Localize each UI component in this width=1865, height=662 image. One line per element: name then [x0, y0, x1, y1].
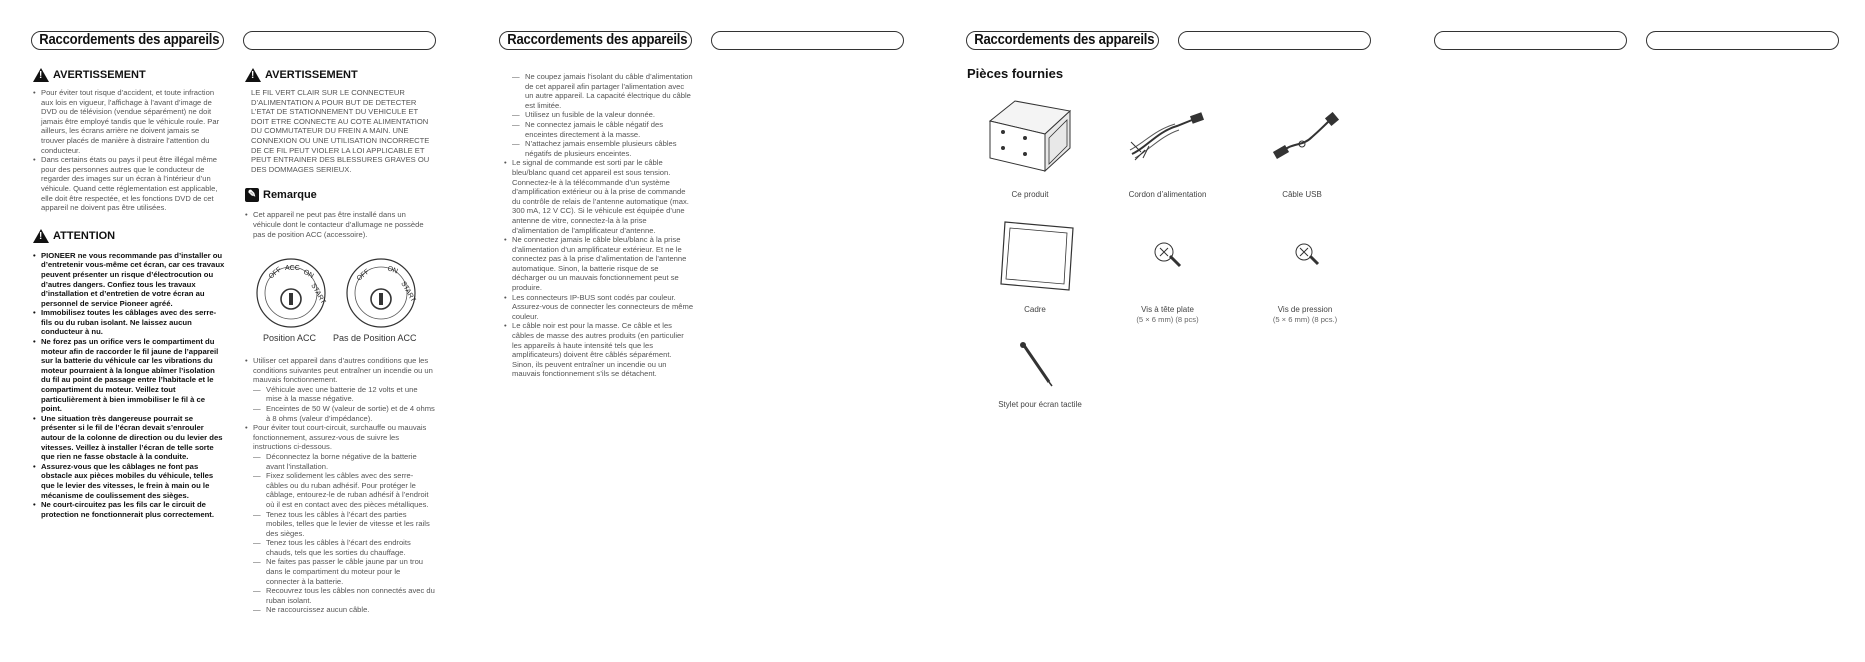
list-item: — Tenez tous les câbles à l’écart des parties mobiles, telles que le levier de vitesse et les rails des sièges.	[253, 510, 435, 539]
column-3	[504, 72, 694, 379]
list-item: — Ne coupez jamais l’isolant du câble d’alimentation de cet appareil afin partager l’alimentation avec un autre appareil. La capacité électrique du câble est limitée.	[512, 72, 694, 110]
list-item: • Ne forez pas un orifice vers le compartiment du moteur afin de raccorder le fil jaune de l’appareil sur la batterie du véhicule car les vibrations du moteur pourraient à la longue abîmer l’isolation du fil au point de passage entre l’habitacle et le compartiment du moteur. Veillez tout particulièrement à bien immobiliser le fil à ce point.	[33, 337, 225, 414]
product-image	[985, 96, 1075, 176]
list-item: — Fixez solidement les câbles avec des serre-câbles ou du ruban adhésif. Pour protéger le câblage, entourez-le de ruban adhésif à l’endroit où il est en contact avec des pièces métalliques.	[253, 471, 435, 509]
list-item: • Dans certains états ou pays il peut être illégal même pour des personnes autres que le conducteur de regarder des images sur un écran à l’intérieur d’un véhicule. Quand cette réglementation est applicable, elle doit être respectée, et les fonctions DVD de cet appareil ne doivent pas être utilisées.	[33, 155, 225, 213]
part-label: Cadre	[1024, 305, 1046, 314]
blank-header	[1434, 31, 1627, 50]
attention-list	[33, 251, 225, 520]
note-title: Remarque	[263, 189, 317, 202]
conditions-list	[245, 356, 435, 385]
list-item: • Le câble noir est pour la masse. Ce câble et les câbles de masse des autres produits (en particulier les appareils à haute intensité tels que les amplificateurs) doivent être câblés séparément. Sinon, ils peuvent entraîner un incendie ou un mauvais fonctionnement s’ils se détachent.	[504, 321, 694, 379]
label-start: START	[309, 282, 327, 306]
label-acc: ACC	[285, 265, 300, 272]
section-header-title: Raccordements des appareils	[507, 32, 688, 48]
warning-list	[33, 88, 225, 213]
list-item: • Le signal de commande est sorti par le câble bleu/blanc quand cet appareil est sous tension. Connectez-le à la télécommande d’un système d’amplification extérieur ou à la prise de commande du contrôle de relais de l’antenne automatique (max. 300 mA, 12 V CC). Si le véhicule est équipée d’une antenne de vitre, connectez-la à la prise d’alimentation de l’amplificateur d’antenne.	[504, 158, 694, 235]
part-spec: (5 × 6 mm) (8 pcs.)	[1272, 315, 1338, 324]
section-header-title: Raccordements des appareils	[39, 32, 220, 48]
part-label: Vis à tête plate	[1141, 305, 1194, 314]
attention-title: ATTENTION	[53, 229, 116, 242]
list-item: • Utiliser cet appareil dans d’autres conditions que les conditions suivantes peut entraîner un incendie ou un mauvais fonctionnement.	[245, 356, 435, 385]
warning-title: AVERTISSEMENT	[53, 69, 146, 81]
list-item: • Pour éviter tout court-circuit, surchauffe ou mauvais fonctionnement, assurez-vous de suivre les instructions ci-dessous.	[245, 423, 435, 452]
pencil-icon: ✎	[245, 188, 259, 202]
column-1	[33, 68, 225, 519]
section-header	[966, 31, 1159, 50]
blank-header	[1646, 31, 1839, 50]
conditions-sublist	[245, 385, 435, 423]
stylus-image	[1017, 340, 1057, 388]
part-product	[985, 190, 1075, 200]
list-item: — Recouvrez tous les câbles non connectés avec du ruban isolant.	[253, 586, 435, 605]
ignition-switch-acc	[257, 259, 327, 327]
part-label: Câble USB	[1282, 190, 1322, 199]
list-item: — Enceintes de 50 W (valeur de sortie) et de 4 ohms à 8 ohms (valeur d’impédance).	[253, 404, 435, 423]
pressure-screw-image	[1290, 240, 1326, 270]
ignition-illustration	[255, 257, 435, 342]
power-cord-image	[1127, 112, 1207, 162]
part-stylus	[980, 400, 1100, 410]
frame-image	[997, 218, 1077, 293]
warning-icon	[33, 229, 49, 243]
usb-cable-image	[1272, 112, 1342, 162]
label-off: OFF	[267, 266, 284, 281]
part-power-cord	[1110, 190, 1225, 200]
flat-screw-image	[1150, 240, 1186, 270]
part-spec: (5 × 6 mm) (8 pcs)	[1136, 315, 1199, 324]
warning-heading	[33, 68, 225, 82]
column-2-lower	[245, 356, 435, 615]
list-item: — Ne raccourcissez aucun câble.	[253, 605, 435, 615]
list-item: — Déconnectez la borne négative de la batterie avant l’installation.	[253, 452, 435, 471]
note-list	[245, 210, 435, 239]
list-item: • Ne connectez jamais le câble bleu/blanc à la prise d’alimentation d’un amplificateur extérieur. Et ne le connectez pas à la prise d’alimentation de l’antenne automatique. Sinon, la batterie risque de se décharger ou un mauvais fonctionnement peut se produire.	[504, 235, 694, 293]
list-item: • Ne court-circuitez pas les fils car le circuit de protection ne fonctionnerait plus correctement.	[33, 500, 225, 519]
label-off: OFF	[355, 268, 372, 283]
blank-header	[1178, 31, 1371, 50]
warning-icon	[245, 68, 261, 82]
list-item: — N’attachez jamais ensemble plusieurs câbles négatifs de plusieurs enceintes.	[512, 139, 694, 158]
list-item: • Pour éviter tout risque d’accident, et toute infraction aux lois en vigueur, l’affichage à l’avant d’image de DVD ou de télévision (vendue séparément) ne doit jamais être employé tandis que le véhicule roule. Par ailleurs, les écrans arrière ne doivent jamais se trouver placés de manière à distraire l’attention du conducteur.	[33, 88, 225, 155]
parts-title: Pièces fournies	[967, 66, 1064, 81]
label-start: START	[399, 280, 417, 304]
part-pressure-screws	[1255, 305, 1355, 325]
part-label: Vis de pression	[1277, 305, 1333, 314]
list-item: — Tenez tous les câbles à l’écart des endroits chauds, tels que les sorties du chauffage.	[253, 538, 435, 557]
blank-header	[711, 31, 904, 50]
list-item: — Véhicule avec une batterie de 12 volts et une mise à la masse négative.	[253, 385, 435, 404]
shortcircuit-list	[245, 423, 435, 452]
section-header	[499, 31, 692, 50]
part-usb-cable	[1262, 190, 1342, 200]
position-acc-label: Position ACC	[263, 333, 317, 343]
part-label: Ce produit	[1011, 190, 1049, 199]
note-heading	[245, 188, 435, 202]
cable-sublist	[504, 72, 694, 158]
list-item: • Immobilisez toutes les câblages avec des serre-fils ou du ruban isolant. Ne laissez aucun conducteur à nu.	[33, 308, 225, 337]
warning-title: AVERTISSEMENT	[265, 69, 358, 81]
warning-heading	[245, 68, 435, 82]
attention-heading	[33, 229, 225, 243]
list-item: • Assurez-vous que les câblages ne font pas obstacle aux pièces mobiles du véhicule, telles que le levier des vitesses, le frein à main ou le mécanisme de coulissement des sièges.	[33, 462, 225, 500]
instructions-sublist	[245, 452, 435, 615]
list-item: — Utilisez un fusible de la valeur donnée.	[512, 110, 694, 120]
list-item: • Cet appareil ne peut pas être installé dans un véhicule dont le contacteur d’allumage ne possède pas de position ACC (accessoire).	[245, 210, 435, 239]
section-header	[31, 31, 224, 50]
list-item: • Les connecteurs IP-BUS sont codés par couleur. Assurez-vous de connecter les connecteurs de même couleur.	[504, 293, 694, 322]
list-item: • PIONEER ne vous recommande pas d’installer ou d’entretenir vous-même cet écran, car ces travaux peuvent présenter un risque d’électrocution ou d’autres dangers. Confiez tous les travaux d’installation et d’entretien de votre écran au personnel de service Pioneer agréé.	[33, 251, 225, 309]
section-header-title: Raccordements des appareils	[974, 32, 1155, 48]
part-flat-screws	[1120, 305, 1215, 325]
list-item: — Ne connectez jamais le câble négatif des enceintes directement à la masse.	[512, 120, 694, 139]
list-item: • Une situation très dangereuse pourrait se présenter si le fil de l’écran devait s’enrouler autour de la colonne de direction ou du levier des vitesses. Veillez à installer l’écran de telle sorte que rien ne fasse obstacle à la conduite.	[33, 414, 225, 462]
no-position-acc-label: Pas de Position ACC	[333, 333, 417, 343]
label-on: ON	[386, 265, 399, 276]
part-label: Cordon d’alimentation	[1128, 190, 1207, 199]
warning-text: LE FIL VERT CLAIR SUR LE CONNECTEUR D’ALIMENTATION A POUR BUT DE DETECTER L’ETAT DE STATIONNEMENT DU VEHICULE ET DOIT ETRE CONNECTE AU COTE ALIMENTATION DU COMMUTATEUR DU FREIN A MAIN. UNE CONNEXION OU UNE UTILISATION INCORRECTE DE CE FIL PEUT VIOLER LA LOI APPLICABLE ET PEUT ENTRAINER DES BLESSURES GRAVES OU DES DOMMAGES SERIEUX.	[251, 88, 430, 174]
part-frame	[990, 305, 1080, 315]
part-label: Stylet pour écran tactile	[998, 400, 1082, 409]
warning-icon	[33, 68, 49, 82]
column-2	[245, 68, 435, 239]
connection-list	[504, 158, 694, 379]
list-item: — Ne faites pas passer le câble jaune par un trou dans le compartiment du moteur pour le connecter à la batterie.	[253, 557, 435, 586]
ignition-switch-no-acc	[347, 259, 417, 327]
label-on: ON	[302, 268, 315, 280]
blank-header	[243, 31, 436, 50]
